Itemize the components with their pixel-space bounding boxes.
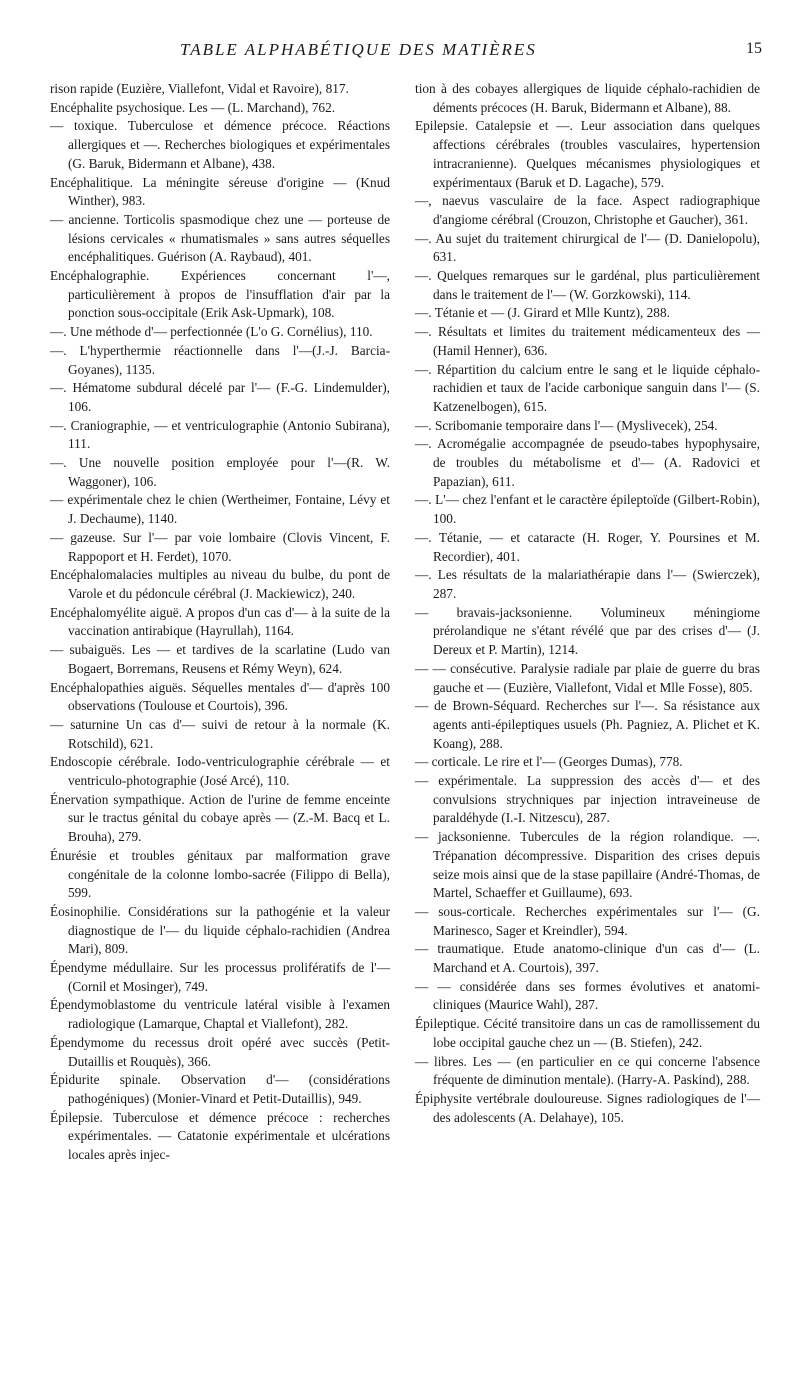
index-entry: —. Les résultats de la malariathérapie dans l'— (Swierczek), 287. (415, 567, 760, 601)
index-entry: Épendymoblastome du ventricule latéral visible à l'examen radiologique (Lamarque, Chaptal et Viallefont), 282. (50, 997, 390, 1032)
page-number: 15 (746, 40, 762, 57)
index-entry: Epilepsie. Catalepsie et —. Leur association dans quelques affections cérébrales (troubles vasculaires, hypertension intracranienne). Quelques mécanismes physiologiques et expérimentaux (Baruk et D. Lagache), 579. (415, 118, 760, 190)
index-entry: Encéphalite psychosique. Les — (L. Marchand), 762. (50, 99, 336, 115)
index-entry: —. Une méthode d'— perfectionnée (L'o G. Cornélius), 110. (50, 324, 373, 340)
index-entry: — sous-corticale. Recherches expérimentales sur l'— (G. Marinesco, Sager et Kreindler), 594. (415, 903, 760, 938)
index-entry: Épileptique. Cécité transitoire dans un cas de ramollissement du lobe occipital gauche chez un — (B. Stiefen), 242. (415, 1016, 760, 1050)
index-entry: Encéphalitique. La méningite séreuse d'origine — (Knud Winther), 983. (50, 174, 390, 209)
index-entry: Épendymome du recessus droit opéré avec succès (Petit-Dutaillis et Rouquès), 366. (50, 1034, 390, 1069)
index-entry: Encéphalopathies aiguës. Séquelles mentales d'— d'après 100 observations (Toulouse et Courtois), 396. (50, 679, 390, 714)
index-entry: — corticale. Le rire et l'— (Georges Dumas), 778. (415, 754, 683, 770)
index-entry: —. Résultats et limites du traitement médicamenteux des — (Hamil Henner), 636. (415, 324, 760, 358)
index-entry: Énurésie et troubles génitaux par malformation grave congénitale de la colonne lombo-sacrée (Filippo di Bella), 599. (50, 847, 390, 901)
index-entry: — de Brown-Séquard. Recherches sur l'—. Sa résistance aux agents anti-épileptiques usuels (Ph. Pagniez, A. Plichet et K. Koang), 288. (415, 698, 760, 751)
index-entry: — expérimentale chez le chien (Wertheimer, Fontaine, Lévy et J. Dechaume), 1140. (50, 492, 390, 527)
page-header (0, 40, 800, 70)
left-column (50, 80, 390, 1165)
index-entry: —. Quelques remarques sur le gardénal, plus particulièrement dans le traitement de l'— (W. Gorzkowski), 114. (415, 268, 760, 302)
index-entry: —. Au sujet du traitement chirurgical de l'— (D. Danielopolu), 631. (415, 230, 760, 265)
index-entry: Épilepsie. Tuberculose et démence précoce : recherches expérimentales. — Catatonie expérimentale et ulcérations locales après injec- (50, 1109, 390, 1163)
index-entry: —. Tétanie, — et cataracte (H. Roger, Y. Poursines et M. Recordier), 401. (415, 529, 760, 564)
index-entry: — — consécutive. Paralysie radiale par plaie de guerre du bras gauche et — (Euzière, Viallefont, Vidal et Mlle Fosse), 805. (415, 660, 760, 695)
right-column (415, 80, 760, 1127)
index-entry: Encéphalomyélite aiguë. A propos d'un cas d'— à la suite de la vaccination antirabique (Hayrullah), 1164. (50, 604, 390, 639)
index-entry: — — considérée dans ses formes évolutives et anatomi-cliniques (Maurice Wahl), 287. (415, 978, 760, 1013)
index-entry: — saturnine Un cas d'— suivi de retour à la normale (K. Rotschild), 621. (50, 716, 390, 751)
index-entry: — bravais-jacksonienne. Volumineux méningiome prérolandique ne s'étant révélé que par des crises d'— (J. Dereux et P. Martin), 1214. (415, 604, 760, 658)
index-entry: Épiphysite vertébrale douloureuse. Signes radiologiques de l'— des adolescents (A. Delahaye), 105. (415, 1090, 760, 1125)
running-title: TABLE ALPHABÉTIQUE DES MATIÈRES (180, 40, 537, 59)
index-entry: —. Scribomanie temporaire dans l'— (Myslivecek), 254. (415, 417, 718, 433)
index-entry: rison rapide (Euzière, Viallefont, Vidal et Ravoire), 817. (50, 81, 349, 96)
index-entry: —, naevus vasculaire de la face. Aspect radiographique d'angiome cérébral (Crouzon, Christophe et Gaucher), 361. (415, 193, 760, 227)
index-entry: —. Craniographie, — et ventriculographie (Antonio Subirana), 111. (50, 417, 390, 452)
index-entry: Éosinophilie. Considérations sur la pathogénie et la valeur diagnostique de l'— du liquide céphalo-rachidien (Andrea Mari), 809. (50, 903, 390, 957)
index-entry: —. Hématome subdural décelé par l'— (F.-G. Lindemulder), 106. (50, 380, 390, 414)
index-entry: — expérimentale. La suppression des accès d'— et des convulsions strychniques par injection intraveineuse de paraldéhyde (I.-I. Nitzescu), 287. (415, 773, 760, 826)
index-entry: Encéphalomalacies multiples au niveau du bulbe, du pont de Varole et du pédoncule cérébral (J. Mackiewicz), 240. (50, 567, 390, 601)
index-entry: tion à des cobayes allergiques de liquide céphalo-rachidien de déments précoces (H. Baruk, Bidermann et Albane), 88. (415, 81, 760, 115)
index-entry: —. L'hyperthermie réactionnelle dans l'—(J.-J. Barcia-Goyanes), 1135. (50, 342, 390, 377)
index-entry: —. Tétanie et — (J. Girard et Mlle Kuntz), 288. (415, 305, 670, 321)
index-entry: — toxique. Tuberculose et démence précoce. Réactions allergiques et —. Recherches biologiques et expérimentales (G. Baruk, Bidermann et Albane), 438. (50, 118, 390, 171)
index-entry: — ancienne. Torticolis spasmodique chez une — porteuse de lésions cervicales « rhumatismales » sans autres séquelles encéphalitiques. Guérison (A. Raybaud), 401. (50, 211, 390, 265)
index-entry: Épidurite spinale. Observation d'— (considérations pathogéniques) (Monier-Vinard et Petit-Dutaillis), 949. (50, 1072, 390, 1106)
index-entry: —. Acromégalie accompagnée de pseudo-tabes hypophysaire, de troubles du métabolisme et d'— (A. Radovici et Papazian), 611. (415, 436, 760, 489)
index-entry: — traumatique. Etude anatomo-clinique d'un cas d'— (L. Marchand et A. Courtois), 397. (415, 941, 760, 976)
index-entry: — gazeuse. Sur l'— par voie lombaire (Clovis Vincent, F. Rappoport et H. Ferdet), 1070. (50, 529, 390, 564)
index-entry: —. L'— chez l'enfant et le caractère épileptoïde (Gilbert-Robin), 100. (415, 492, 760, 527)
index-entry: Endoscopie cérébrale. Iodo-ventriculographie cérébrale — et ventriculo-photographie (José Arcé), 110. (50, 754, 390, 789)
index-entry: Épendyme médullaire. Sur les processus prolifératifs de l'— (Cornil et Mosinger), 749. (50, 960, 390, 994)
index-entry: Encéphalographie. Expériences concernant l'—, particulièrement à propos de l'insufflation d'air par la ponction sous-occipitale (Erik Ask-Upmark), 108. (50, 268, 390, 321)
index-entry: — libres. Les — (en particulier en ce qui concerne l'absence fréquente de diminution mentale). (Harry-A. Paskind), 288. (415, 1053, 760, 1088)
index-entry: — subaiguës. Les — et tardives de la scarlatine (Ludo van Bogaert, Borremans, Reusens et Rémy Weyn), 624. (50, 642, 390, 676)
index-entry: —. Répartition du calcium entre le sang et le liquide céphalo-rachidien et taux de l'acide carbonique sanguin dans l'— (S. Katzenelbogen), 615. (415, 361, 760, 414)
index-entry: — jacksonienne. Tubercules de la région rolandique. —. Trépanation décompressive. Disparition des crises depuis seize mois ainsi que de la stase papillaire (André-Thomas, de Martel, Schaeffer et Guillaume), 693. (415, 829, 760, 901)
index-entry: —. Une nouvelle position employée pour l'—(R. W. Waggoner), 106. (50, 455, 390, 489)
index-entry: Énervation sympathique. Action de l'urine de femme enceinte sur le tractus génital du cobaye après — (Z.-M. Bacq et L. Brouha), 279. (50, 791, 390, 845)
